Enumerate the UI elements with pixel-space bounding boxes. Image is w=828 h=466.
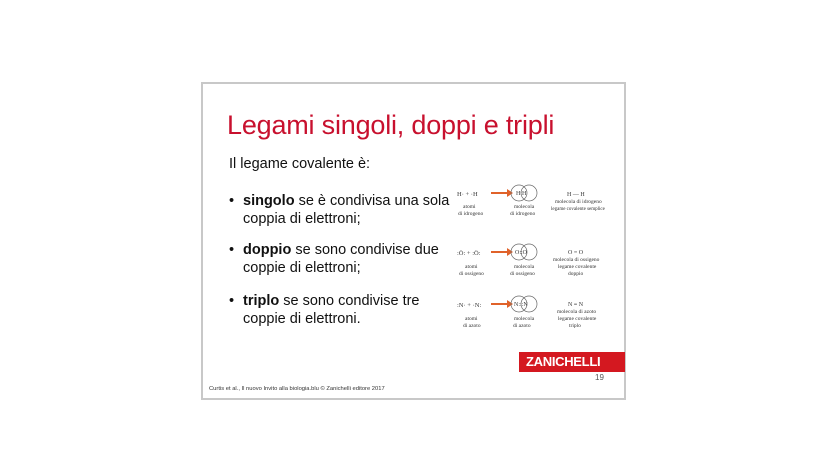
left-caption: atomi: [465, 264, 478, 270]
zanichelli-logo: ZANICHELLI: [519, 352, 625, 372]
arrow-icon: [491, 248, 513, 256]
slide-title: Legami singoli, doppi e tripli: [227, 110, 555, 140]
right-caption: legame covalente: [558, 264, 597, 270]
bullet-text: se sono condivise due coppie di elettroni;: [243, 242, 439, 276]
bullet-text: se è condivisa una sola coppia di elettroni;: [243, 193, 450, 227]
right-caption: doppio: [568, 271, 584, 277]
arrow-icon: [491, 189, 513, 197]
mid-formula: O::O: [515, 250, 527, 256]
page-number: 19: [595, 373, 604, 382]
mid-caption: molecola: [514, 316, 535, 322]
diagram-nitrogen: [455, 294, 617, 344]
mid-caption: molecola: [514, 204, 535, 210]
right-caption: legame covalente: [558, 316, 597, 322]
right-caption: molecola di azoto: [557, 309, 597, 315]
mid-formula: N:::N: [514, 302, 528, 308]
left-caption: di azoto: [463, 323, 481, 329]
left-formula: :N· + ·N:: [457, 302, 482, 309]
slide: [201, 82, 626, 400]
intro-text: Il legame covalente è:: [229, 156, 371, 172]
bullet-singolo: [229, 192, 454, 228]
bullet-dot: •: [229, 293, 235, 309]
right-formula: O = O: [568, 250, 584, 256]
arrow-icon: [491, 300, 513, 308]
left-formula: H· + ·H: [457, 191, 478, 198]
left-caption: atomi: [463, 204, 476, 210]
right-formula: H — H: [567, 192, 585, 198]
bullet-keyword: doppio: [243, 242, 292, 258]
left-caption: di idrogeno: [458, 211, 484, 217]
mid-formula: H:H: [516, 191, 527, 197]
left-formula: :Ö: + :Ö:: [457, 250, 481, 257]
bullet-text: se sono condivise tre coppie di elettroni.: [243, 293, 420, 327]
diagram-oxygen: [455, 242, 617, 292]
footer-citation: Curtis et al., Il nuovo Invito alla biologia.blu © Zanichelli editore 2017: [209, 386, 385, 392]
left-caption: di ossigeno: [459, 271, 484, 277]
bullet-keyword: triplo: [243, 293, 280, 309]
mid-caption: molecola: [514, 264, 535, 270]
left-caption: atomi: [465, 316, 478, 322]
mid-caption: di idrogeno: [510, 211, 536, 217]
right-caption: legame covalente semplice: [551, 207, 605, 212]
bullet-keyword: singolo: [243, 193, 295, 209]
diagram-hydrogen: [455, 182, 617, 232]
right-formula: N ≡ N: [568, 302, 584, 308]
bullet-triplo: [229, 292, 454, 328]
right-caption: triplo: [569, 323, 581, 329]
mid-caption: di azoto: [513, 323, 531, 329]
right-caption: molecola di ossigeno: [553, 257, 600, 263]
bullet-dot: •: [229, 242, 235, 258]
mid-caption: di ossigeno: [510, 271, 535, 277]
bullet-dot: •: [229, 193, 235, 209]
right-caption: molecola di idrogeno: [555, 199, 602, 205]
bullet-doppio: [229, 241, 454, 277]
